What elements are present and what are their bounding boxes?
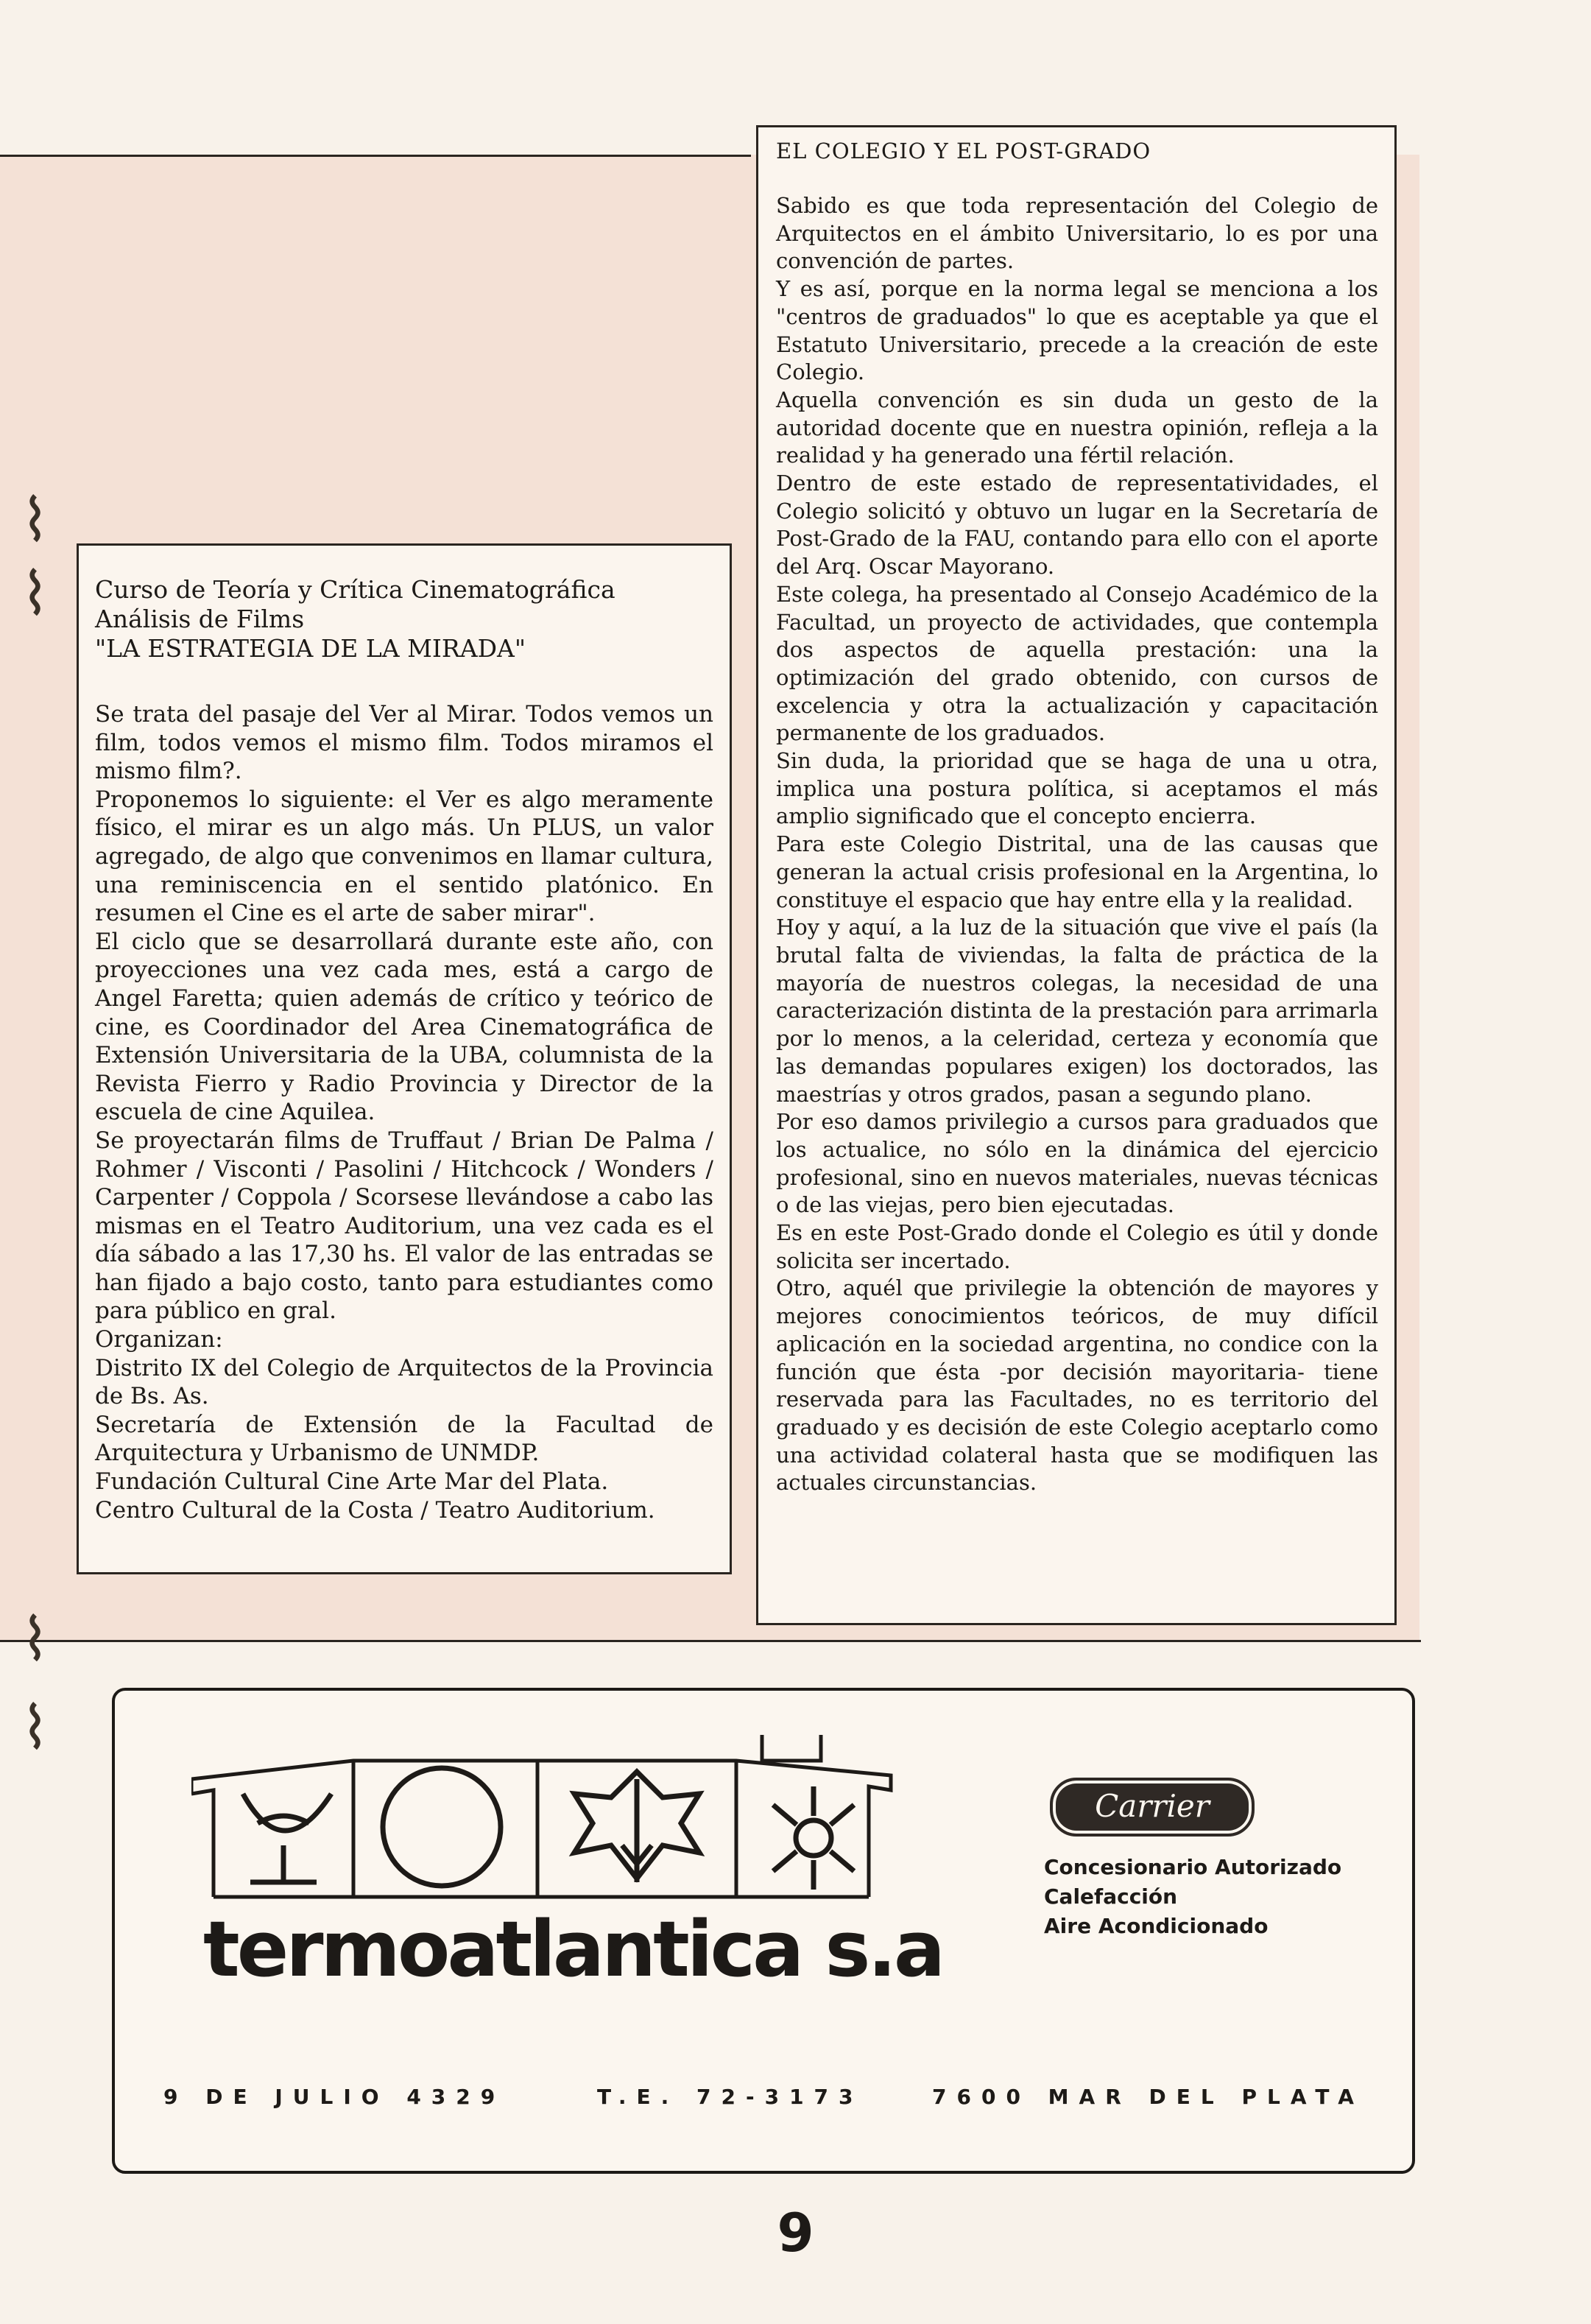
top-rule — [0, 155, 751, 157]
page-number: 9 — [777, 2202, 814, 2264]
article-body — [776, 192, 1378, 1497]
paragraph: Proponemos lo siguiente: el Ver es algo meramente físico, el mirar es un algo más. Un PLUS, un valor agregado, de algo que convenimos en llamar cultura, una reminiscencia en el sentido platónico. En resumen el Cine es el arte de saber mirar". — [95, 786, 713, 927]
article-title: EL COLEGIO Y EL POST-GRADO — [776, 138, 1151, 163]
paragraph: Sin duda, la prioridad que se haga de una u otra, implica una postura política, si aceptamos el más amplio significado que el concepto encierra. — [776, 748, 1378, 829]
paragraph: Se trata del pasaje del Ver al Mirar. Todos vemos un film, todos vemos el mismo film. Todos miramos el mismo film?. — [95, 701, 713, 785]
paragraph: Sabido es que toda representación del Colegio de Arquitectos en el ámbito Universitario, lo es por una convención de partes. — [776, 193, 1378, 274]
company-city: 7600 MAR DEL PLATA — [932, 2085, 1364, 2109]
carrier-brand-badge: Carrier — [1050, 1778, 1255, 1837]
cine-course-title — [95, 575, 713, 663]
carrier-details — [1044, 1853, 1341, 1941]
dealer-line: Concesionario Autorizado — [1044, 1855, 1342, 1879]
circle-icon — [383, 1768, 501, 1886]
paragraph: Y es así, porque en la norma legal se menciona a los "centros de graduados" lo que es aceptable ya que el Estatuto Universitario, precede a la creación de este Colegio. — [776, 276, 1378, 385]
paragraph: El ciclo que se desarrollará durante este año, con proyecciones una vez cada mes, está a cargo de Angel Faretta; quien además de crítico y teórico de cine, es Coordinador del Area Cinematográfica de Extensión Universitaria de la UBA, columnista de la Revista Fierro y Radio Provincia y Director de la escuela de cine Aquilea. — [95, 928, 713, 1126]
paragraph: Es en este Post-Grado donde el Colegio es útil y donde solicita ser incertado. — [776, 1220, 1378, 1273]
company-address: 9 DE JULIO 4329 — [163, 2085, 506, 2109]
cine-course-box — [77, 543, 732, 1574]
bottom-rule — [0, 1640, 1421, 1642]
paragraph: Fundación Cultural Cine Arte Mar del Plata. — [95, 1468, 609, 1496]
company-name: termoatlantica s.a — [203, 1904, 943, 1994]
paragraph: Organizan: — [95, 1326, 223, 1353]
colegio-article-box — [756, 125, 1397, 1625]
paragraph: Este colega, ha presentado al Consejo Académico de la Facultad, un proyecto de actividades, que contempla dos aspectos de aquella prestación: una la optimización del grado obtenido, con cursos de excelencia y otra la actualización y capacitación permanente de los graduados. — [776, 581, 1378, 746]
course-name: Curso de Teoría y Crítica Cinematográfica — [95, 575, 615, 604]
course-subtitle: Análisis de Films — [95, 605, 305, 633]
paragraph: Aquella convención es sin duda un gesto de la autoridad docente que en nuestra opinión, refleja a la realidad y ha generado una fértil relación. — [776, 387, 1378, 468]
tulip-icon — [243, 1794, 331, 1882]
paragraph: Para este Colegio Distrital, una de las causas que generan la actual crisis profesional en la Argentina, lo constituye el espacio que hay entre ella y la realidad. — [776, 831, 1378, 912]
paragraph: Centro Cultural de la Costa / Teatro Auditorium. — [95, 1496, 655, 1524]
paragraph: Otro, aquél que privilegie la obtención de mayores y mejores conocimientos teóricos, de muy difícil aplicación en la sociedad argentina, no condice con la función que ésta -por decisión mayoritaria- tiene reservada para las Facultades, no es territorio del graduado y es decisión de este Colegio aceptarlo como una actividad colateral hasta que se modifiquen las actuales circunstancias. — [776, 1275, 1378, 1496]
chimney-icon — [762, 1735, 821, 1761]
termoatlantica-logo — [191, 1735, 942, 1904]
paragraph: Secretaría de Extensión de la Facultad de Arquitectura y Urbanismo de UNMDP. — [95, 1411, 713, 1467]
binding-staple-icon: ⌇ — [21, 1605, 50, 1674]
cine-course-body — [95, 700, 713, 1524]
snowflake-sun-icon — [773, 1786, 854, 1890]
binding-staple-icon: ⌇ — [21, 1694, 50, 1762]
ac-line: Aire Acondicionado — [1044, 1914, 1269, 1938]
binding-staple-icon: ⌇ — [21, 560, 50, 628]
binding-staple-icon: ⌇ — [21, 486, 50, 554]
termoatlantica-advertisement — [112, 1688, 1415, 2174]
paragraph: Se proyectarán films de Truffaut / Brian De Palma / Rohmer / Visconti / Pasolini / Hitchcock / Wonders / Carpenter / Coppola / Scorsese llevándose a cabo las mismas en el Teatro Auditorium, una vez cada es el día sábado a las 17,30 hs. El valor de las entradas se han fijado a bajo costo, tanto para estudiantes como para público en gral. — [95, 1127, 713, 1325]
paragraph: Hoy y aquí, a la luz de la situación que vive el país (la brutal falta de viviendas, la falta de práctica de la mayoría de nuestros colegas, la necesidad de una caracterización distinta de la prestación para arrimarla por lo menos, a la celeridad, certeza y economía que las demandas populares exigen) los doctorados, las maestrías y otros grados, pasan a segundo plano. — [776, 915, 1378, 1107]
paragraph: Dentro de este estado de representatividades, el Colegio solicitó y obtuvo un lugar en la Secretaría de Post-Grado de la FAU, contando para ello con el aporte del Arq. Oscar Mayorano. — [776, 471, 1378, 580]
paragraph: Distrito IX del Colegio de Arquitectos de la Provincia de Bs. As. — [95, 1354, 713, 1410]
company-phone: T.E. 72-3173 — [597, 2085, 864, 2109]
leaf-arrow-icon — [574, 1772, 699, 1882]
paragraph: Por eso damos privilegio a cursos para graduados que los actualice, no sólo en la dinámica del ejercicio profesional, sino en nuevos materiales, nuevas técnicas o de las viejas, pero bien ejecutadas. — [776, 1109, 1378, 1218]
heating-line: Calefacción — [1044, 1884, 1178, 1909]
course-motto: "LA ESTRATEGIA DE LA MIRADA" — [95, 634, 526, 663]
